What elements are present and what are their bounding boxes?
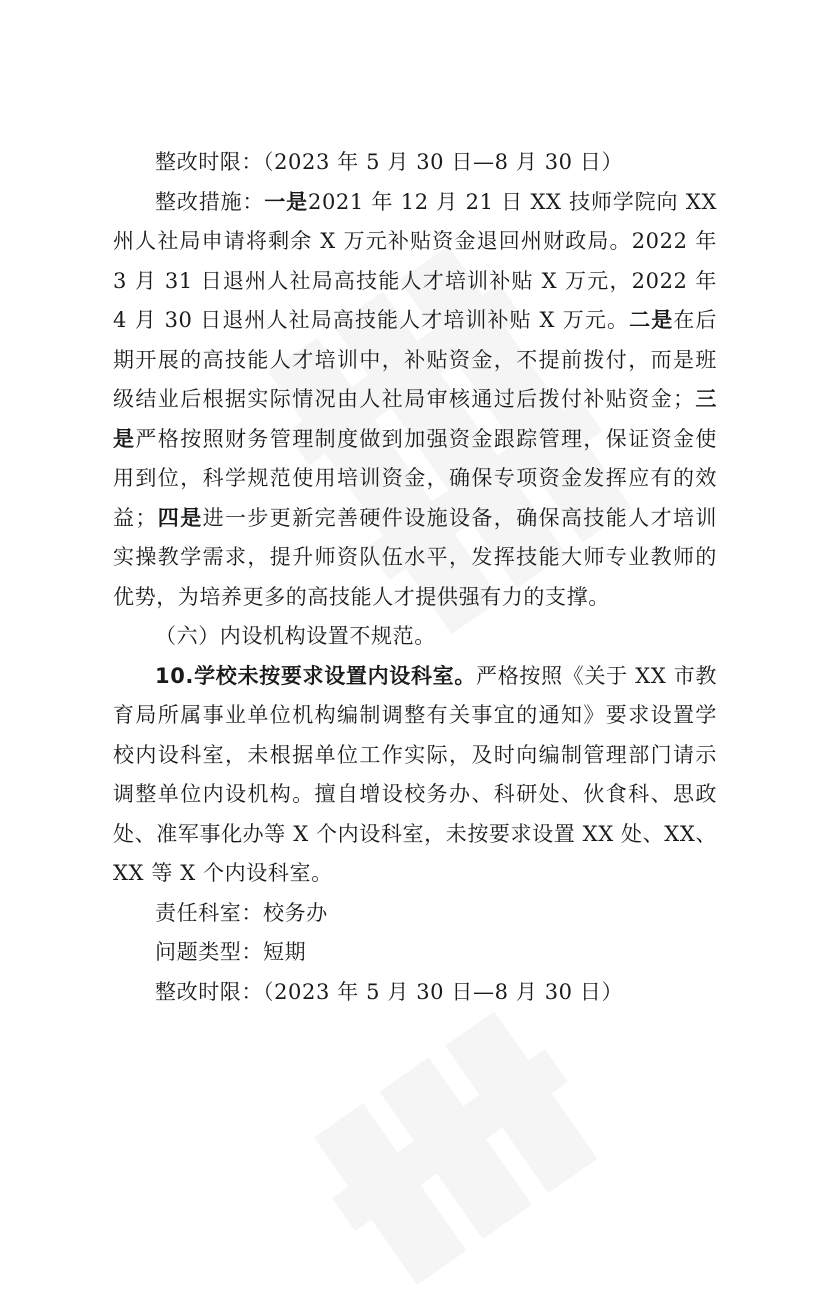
measure-4-text: 进一步更新完善硬件设施设备，确保高技能人才培训实操教学需求，提升师资队伍水平，发挥技能大师专业教师的优势，为培养更多的高技能人才提供强有力的支撑。 xyxy=(113,505,717,609)
issue-10-body: 严格按照《关于 XX 市教育局所属事业单位机构编制调整有关事宜的通知》要求设置学校内设科室，未根据单位工作实际，及时向编制管理部门请示调整单位内设机构。擅自增设校务办、科研处、伙食科、思政处、准军事化办等 X 个内设科室，未按要求设置 XX 处、XX、XX 等 X 个内设科室。 xyxy=(113,663,717,885)
document-body xyxy=(113,143,717,1012)
measures-label: 整改措施： xyxy=(155,189,265,214)
responsible-department: 责任科室：校务办 xyxy=(155,900,328,925)
rectification-measures xyxy=(113,183,717,618)
measure-3-text: 严格按照财务管理制度做到加强资金跟踪管理，保证资金使用到位，科学规范使用培训资金，确保专项资金发挥应有的效益； xyxy=(113,426,717,530)
measure-1-lead: 一是 xyxy=(264,189,309,214)
measure-2-text: 在后期开展的高技能人才培训中，补贴资金，不提前拨付，而是班级结业后根据实际情况由人社局审核通过后拨付补贴资金； xyxy=(113,308,718,411)
issue-10-title: 10.学校未按要求设置内设科室。 xyxy=(155,663,477,688)
issue-10 xyxy=(113,657,717,894)
measure-2-lead: 二是 xyxy=(629,308,674,332)
measure-3-lead: 三是 xyxy=(113,387,717,451)
issue-type: 问题类型：短期 xyxy=(155,940,307,964)
rectification-deadline: 整改时限：（2023 年 5 月 30 日—8 月 30 日） xyxy=(155,150,624,174)
watermark-icon xyxy=(270,972,630,1308)
section-heading: （六）内设机构设置不规范。 xyxy=(155,624,436,648)
rectification-deadline-2: 整改时限：（2023 年 5 月 30 日—8 月 30 日） xyxy=(155,979,624,1004)
measure-4-lead: 四是 xyxy=(157,505,203,530)
measure-1-text: 2021 年 12 月 21 日 XX 技师学院向 XX 州人社局申请将剩余 X 万元补贴资金退回州财政局。2022 年 3 月 31 日退州人社局高技能人才培训补贴 X 万元，2022 年 4 月 30 日退州人社局高技能人才培训补贴 X 万元。 xyxy=(113,189,718,332)
